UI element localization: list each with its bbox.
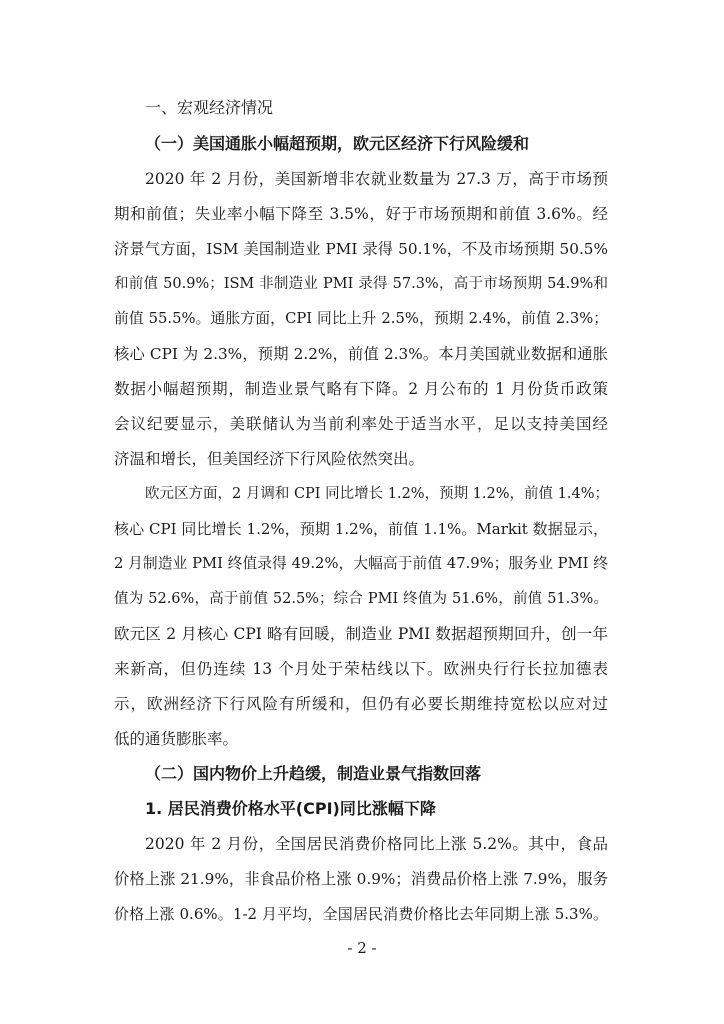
paragraph-line: 前值 55.5%。通胀方面，CPI 同比上升 2.5%，预期 2.4%，前值 2.3%； — [114, 310, 608, 327]
paragraph-line: 价格上涨 0.6%。1-2 月平均，全国居民消费价格比去年同期上涨 5.3%。 — [114, 905, 608, 923]
subsection-1-title: （一）美国通胀小幅超预期，欧元区经济下行风险缓和 — [145, 134, 530, 153]
paragraph-line: 核心 CPI 同比增长 1.2%，预期 1.2%，前值 1.1%。Markit 数据显示， — [114, 520, 608, 538]
paragraph-line: 值为 52.6%，高于前值 52.5%；综合 PMI 终值为 51.6%，前值 51.3%。 — [114, 591, 608, 607]
section-title: 一、宏观经济情况 — [145, 98, 274, 117]
paragraph-line: 低的通货膨胀率。 — [114, 730, 239, 748]
paragraph-line: 核心 CPI 为 2.3%，预期 2.2%，前值 2.3%。本月美国就业数据和通胀 — [114, 345, 608, 363]
page-number: - 2 - — [347, 939, 377, 957]
paragraph-line: 和前值 50.9%；ISM 非制造业 PMI 录得 57.3%，高于市场预期 54.9%和 — [114, 276, 608, 292]
paragraph-line: 示，欧洲经济下行风险有所缓和，但仍有必要长期维持宽松以应对过 — [114, 695, 608, 713]
paragraph-line: 2020 年 2 月份，美国新增非农就业数量为 27.3 万，高于市场预 — [145, 170, 608, 188]
paragraph-line: 数据小幅超预期，制造业景气略有下降。2 月公布的 1 月份货币政策 — [114, 380, 608, 398]
paragraph-line: 会议纪要显示，美联储认为当前利率处于适当水平，足以支持美国经 — [114, 415, 608, 433]
paragraph-line: 期和前值；失业率小幅下降至 3.5%，好于市场预期和前值 3.6%。经 — [114, 205, 608, 223]
paragraph-line: 来新高，但仍连续 13 个月处于荣枯线以下。欧洲央行行长拉加德表 — [114, 660, 608, 678]
paragraph-line: 2 月制造业 PMI 终值录得 49.2%，大幅高于前值 47.9%；服务业 PMI 终 — [114, 555, 608, 572]
paragraph-line: 2020 年 2 月份，全国居民消费价格同比上涨 5.2%。其中，食品 — [145, 835, 608, 853]
subsection-2-title: （二）国内物价上升趋缓，制造业景气指数回落 — [145, 764, 482, 783]
paragraph-line: 价格上涨 21.9%，非食品价格上涨 0.9%；消费品价格上涨 7.9%，服务 — [114, 870, 608, 888]
paragraph-line: 济温和增长，但美国经济下行风险依然突出。 — [114, 450, 425, 468]
paragraph-line: 欧元区 2 月核心 CPI 略有回暖，制造业 PMI 数据超预期回升，创一年 — [114, 625, 608, 643]
paragraph-line: 欧元区方面，2 月调和 CPI 同比增长 1.2%，预期 1.2%，前值 1.4%； — [145, 486, 609, 502]
paragraph-line: 济景气方面，ISM 美国制造业 PMI 录得 50.1%，不及市场预期 50.5% — [114, 240, 608, 258]
item-1-title: 1. 居民消费价格水平(CPI)同比涨幅下降 — [145, 799, 436, 818]
